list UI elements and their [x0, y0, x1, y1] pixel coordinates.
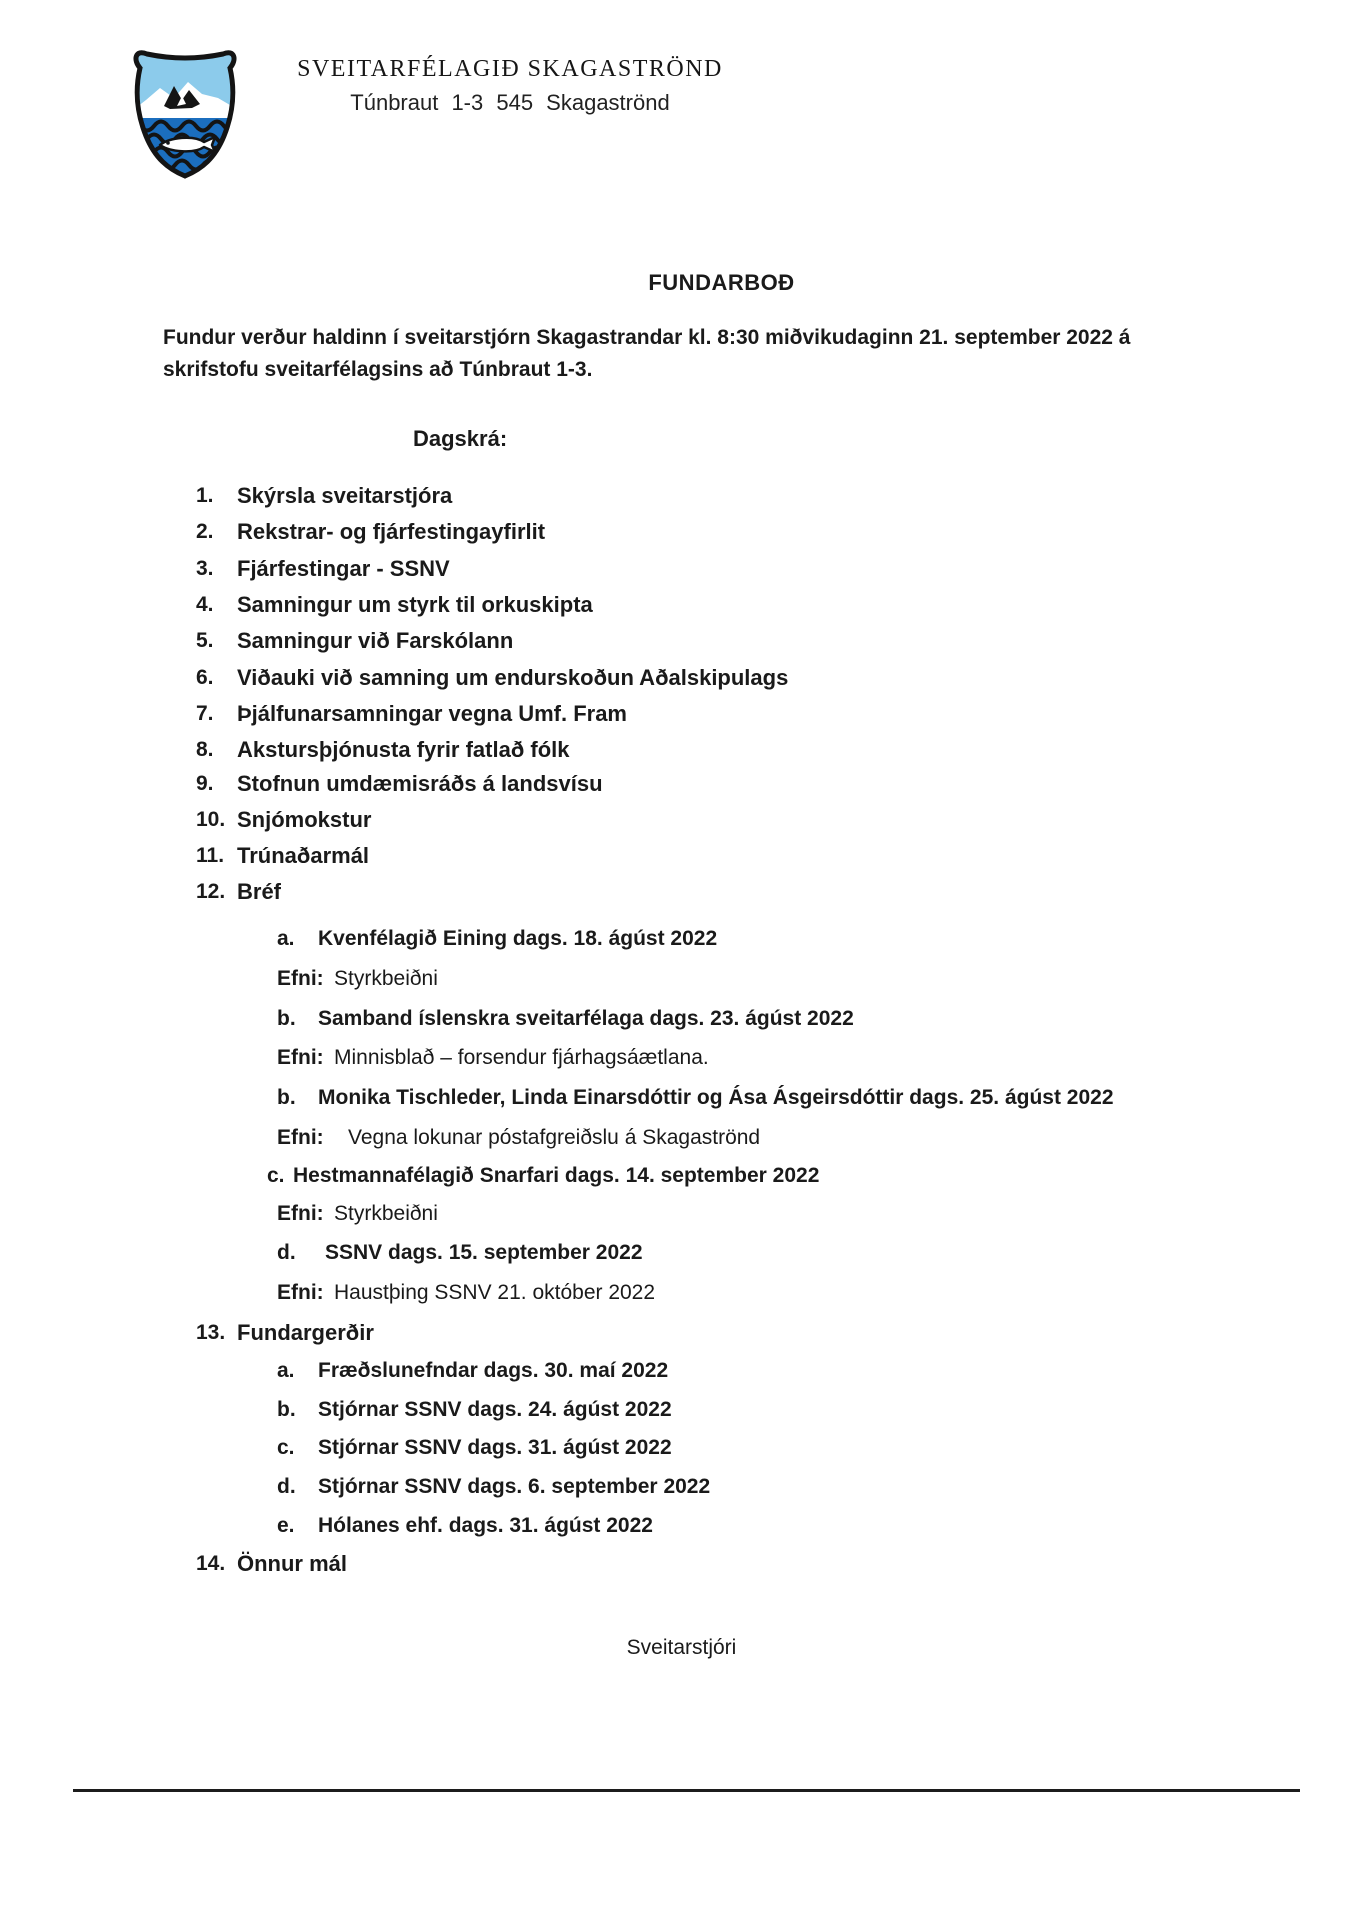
item-text: Snjómokstur	[237, 807, 372, 832]
minutes-item-e	[0, 1512, 1363, 1539]
agenda-item-12	[0, 878, 1363, 905]
intro-line-1: Fundur verður haldinn í sveitarstjórn Skagastrandar kl. 8:30 miðvikudaginn 21. september 2022 á	[163, 326, 1131, 349]
letter-label: a.	[277, 1359, 295, 1382]
letter-text: Stjórnar SSNV dags. 31. ágúst 2022	[318, 1436, 672, 1459]
item-text: Stofnun umdæmisráðs á landsvísu	[237, 771, 603, 796]
item-number: 12.	[196, 880, 226, 903]
minutes-item-b	[0, 1396, 1363, 1423]
letter-label: c.	[277, 1436, 295, 1459]
letter-item-b	[0, 1005, 1363, 1032]
letter-label: b.	[277, 1007, 296, 1030]
letter-text: Monika Tischleder, Linda Einarsdóttir og Ása Ásgeirsdóttir dags. 25. ágúst 2022	[318, 1086, 1114, 1109]
minutes-item-c	[0, 1434, 1363, 1461]
item-text: Rekstrar- og fjárfestingayfirlit	[237, 519, 546, 544]
item-text: Akstursþjónusta fyrir fatlað fólk	[237, 737, 570, 762]
item-text: Þjálfunarsamningar vegna Umf. Fram	[237, 701, 627, 726]
letter-text: Stjórnar SSNV dags. 6. september 2022	[318, 1475, 711, 1498]
item-text: Fjárfestingar - SSNV	[237, 556, 450, 581]
agenda-item-9	[0, 770, 1363, 797]
letter-item-d	[0, 1239, 1363, 1266]
signature: Sveitarstjóri	[626, 1636, 737, 1659]
agenda-item-2	[0, 518, 1363, 545]
footer-divider	[73, 1789, 1300, 1792]
efni-label: Efni:	[277, 1126, 324, 1149]
agenda-item-10	[0, 806, 1363, 833]
letter-label: e.	[277, 1514, 295, 1537]
item-text: Samningur við Farskólann	[237, 628, 514, 653]
letter-text: Fræðslunefndar dags. 30. maí 2022	[318, 1359, 669, 1382]
efni-value: Vegna lokunar póstafgreiðslu á Skagaströnd	[348, 1126, 761, 1149]
letter-text: Kvenfélagið Eining dags. 18. ágúst 2022	[318, 927, 718, 950]
item-number: 1.	[196, 484, 214, 507]
letter-label: d.	[277, 1475, 296, 1498]
item-number: 11.	[196, 844, 225, 867]
coat-of-arms-icon	[130, 46, 240, 180]
intro-line-2: skrifstofu sveitarfélagsins að Túnbraut 1-3.	[163, 358, 593, 381]
letter-label: b.	[277, 1398, 296, 1421]
letter-text: Samband íslenskra sveitarfélaga dags. 23. ágúst 2022	[318, 1007, 854, 1030]
agenda-item-7	[0, 700, 1363, 727]
agenda-heading: Dagskrá:	[413, 426, 508, 451]
agenda-item-8	[0, 736, 1363, 763]
efni-label: Efni:	[277, 1202, 324, 1225]
minutes-item-d	[0, 1473, 1363, 1500]
letter-label: b.	[277, 1086, 296, 1109]
item-text: Trúnaðarmál	[237, 843, 370, 868]
item-text: Fundargerðir	[237, 1320, 374, 1345]
item-number: 5.	[196, 629, 214, 652]
agenda-item-14	[0, 1550, 1363, 1577]
letter-label: c.	[267, 1164, 285, 1187]
document-title: FUNDARBOÐ	[648, 270, 795, 295]
item-number: 7.	[196, 702, 214, 725]
minutes-item-a	[0, 1357, 1363, 1384]
item-number: 9.	[196, 772, 214, 795]
agenda-item-4	[0, 591, 1363, 618]
item-number: 14.	[196, 1552, 226, 1575]
letter-text: Hólanes ehf. dags. 31. ágúst 2022	[318, 1514, 653, 1537]
efni-label: Efni:	[277, 967, 324, 990]
letter-text: Hestmannafélagið Snarfari dags. 14. september 2022	[293, 1164, 820, 1187]
item-number: 2.	[196, 520, 214, 543]
item-number: 3.	[196, 557, 214, 580]
item-number: 4.	[196, 593, 214, 616]
efni-line	[0, 1044, 1363, 1071]
item-text: Samningur um styrk til orkuskipta	[237, 592, 593, 617]
item-number: 8.	[196, 738, 214, 761]
efni-line	[0, 1200, 1363, 1227]
efni-value: Minnisblað – forsendur fjárhagsáætlana.	[334, 1046, 709, 1069]
item-number: 13.	[196, 1321, 226, 1344]
letter-label: a.	[277, 927, 295, 950]
letter-item-a	[0, 925, 1363, 952]
efni-line	[0, 965, 1363, 992]
item-text: Skýrsla sveitarstjóra	[237, 483, 453, 508]
item-number: 6.	[196, 666, 214, 689]
agenda-item-1	[0, 482, 1363, 509]
org-name: SVEITARFÉLAGIÐ SKAGASTRÖND	[297, 56, 723, 82]
item-text: Bréf	[237, 879, 282, 904]
agenda-item-6	[0, 664, 1363, 691]
efni-value: Styrkbeiðni	[334, 1202, 438, 1225]
efni-line	[0, 1279, 1363, 1306]
letterhead	[230, 54, 790, 117]
org-address: Túnbraut 1-3 545 Skagaströnd	[350, 90, 670, 115]
letter-item-b2	[0, 1084, 1363, 1111]
item-number: 10.	[196, 808, 226, 831]
item-text: Önnur mál	[237, 1551, 348, 1576]
agenda-item-13	[0, 1319, 1363, 1346]
agenda-item-11	[0, 842, 1363, 869]
letter-text: SSNV dags. 15. september 2022	[325, 1241, 643, 1264]
efni-line	[0, 1124, 1363, 1151]
item-text: Viðauki við samning um endurskoðun Aðalskipulags	[237, 665, 789, 690]
letter-text: Stjórnar SSNV dags. 24. ágúst 2022	[318, 1398, 672, 1421]
agenda-item-5	[0, 627, 1363, 654]
efni-label: Efni:	[277, 1046, 324, 1069]
efni-value: Styrkbeiðni	[334, 967, 438, 990]
agenda-item-3	[0, 555, 1363, 582]
efni-value: Haustþing SSNV 21. október 2022	[334, 1281, 656, 1304]
efni-label: Efni:	[277, 1281, 324, 1304]
letter-item-c	[0, 1162, 1363, 1189]
letter-label: d.	[277, 1241, 296, 1264]
